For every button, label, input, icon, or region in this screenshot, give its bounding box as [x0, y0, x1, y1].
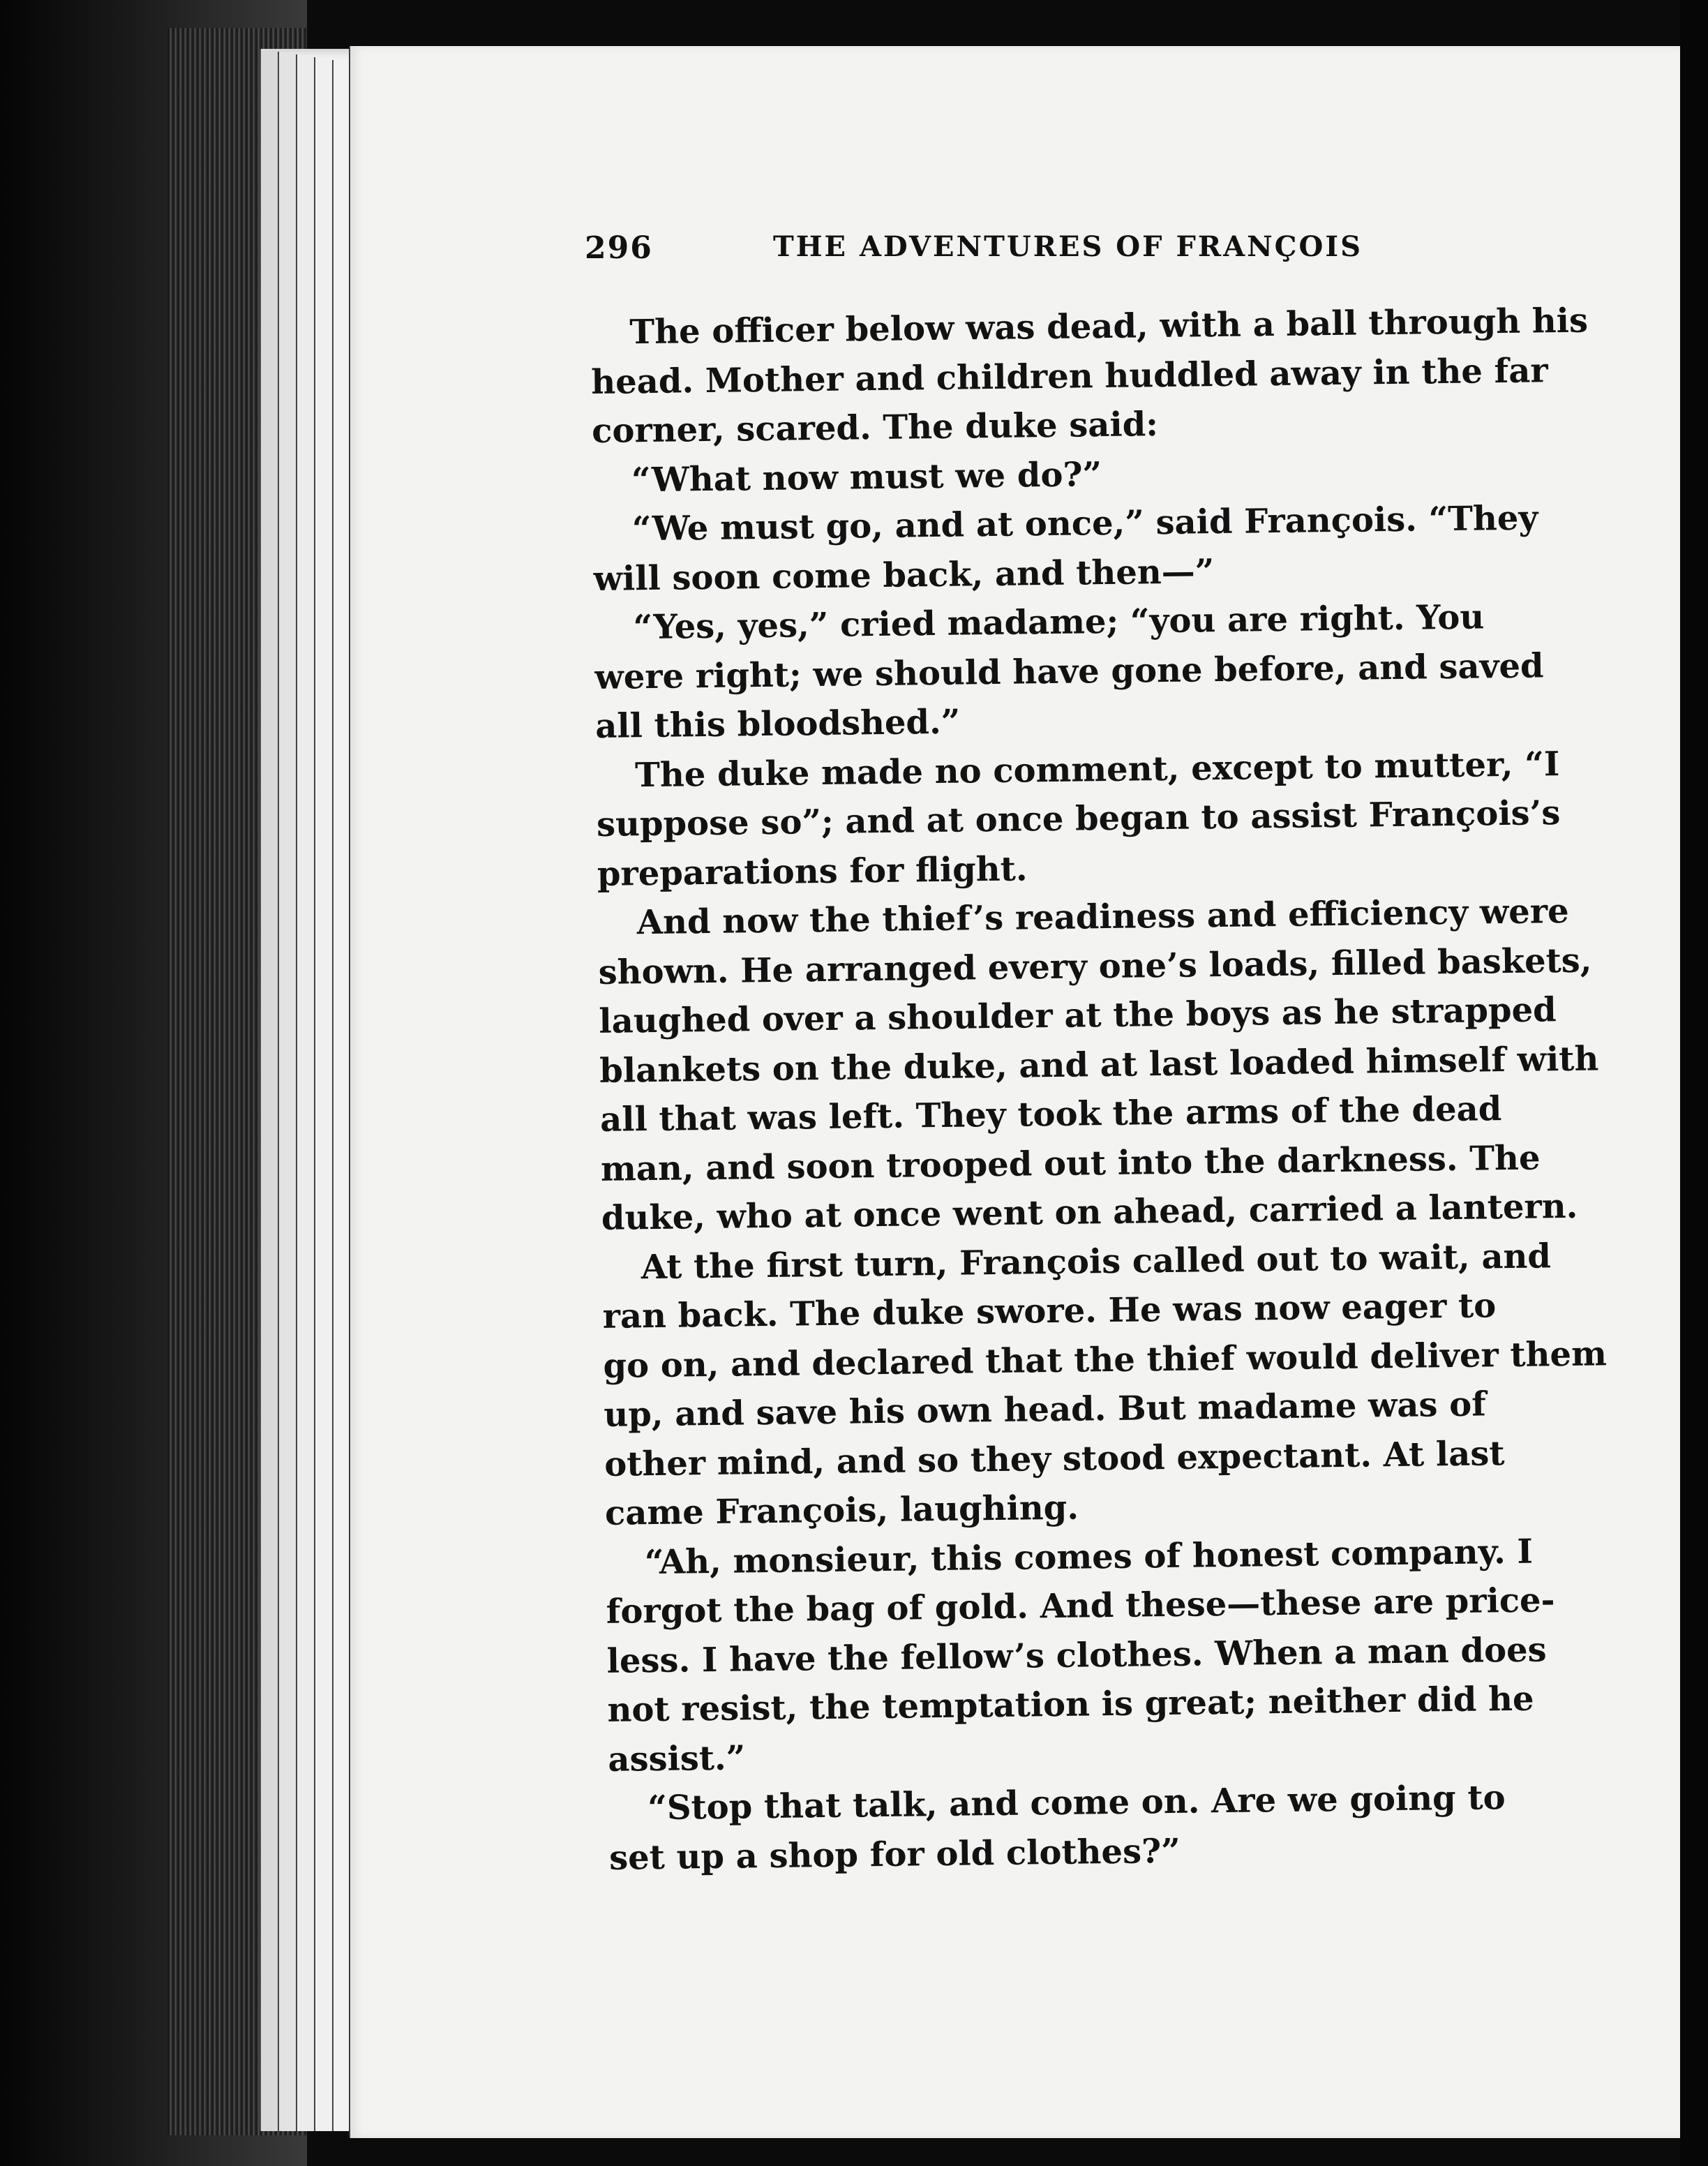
body-text: [590, 297, 1608, 1883]
text-line: less. I have the fellow’s clothes. When a man does: [606, 1629, 1547, 1681]
text-line: head. Mother and children huddled away in the far: [590, 350, 1548, 402]
text-line: preparations for flight.: [597, 849, 1028, 894]
text-line: assist.”: [608, 1738, 746, 1779]
text-line: man, and soon trooped out into the darkness. The: [600, 1137, 1541, 1189]
text-line: “Stop that talk, and come on. Are we going to: [647, 1778, 1506, 1828]
text-line: And now the thief’s readiness and efficiency were: [636, 891, 1569, 943]
text-line: not resist, the temptation is great; neither did he: [607, 1679, 1534, 1730]
running-header: [585, 230, 1401, 286]
text-line: other mind, and so they stood expectant. At last: [604, 1433, 1505, 1484]
text-line: all this bloodshed.”: [594, 702, 961, 746]
running-title: THE ADVENTURES OF FRANÇOIS: [773, 230, 1363, 263]
paragraph: [590, 297, 1589, 456]
text-line: At the first turn, François called out to wait, and: [640, 1236, 1552, 1287]
paragraph: [594, 592, 1565, 751]
text-line: blankets on the duke, and at last loaded himself with: [599, 1038, 1599, 1091]
text-line: “Yes, yes,” cried madame; “you are right. You: [633, 597, 1485, 648]
text-line: will soon come back, and then—”: [593, 551, 1215, 599]
text-line: corner, scared. The duke said:: [591, 405, 1159, 451]
scan-border: [1680, 0, 1708, 2166]
paragraph: [597, 887, 1599, 1243]
text-line: all that was left. They took the arms of the dead: [599, 1089, 1502, 1140]
text-line: were right; we should have gone before, and saved: [594, 645, 1544, 697]
text-line: The duke made no comment, except to mutter, “I: [634, 744, 1560, 795]
text-line: go on, and declared that the thief would deliver them: [603, 1334, 1608, 1386]
text-line: set up a shop for old clothes?”: [608, 1831, 1181, 1878]
paragraph: [608, 1772, 1580, 1883]
text-line: laughed over a shoulder at the boys as he strapped: [599, 990, 1557, 1041]
paragraph: [606, 1526, 1578, 1784]
paragraph: [601, 1231, 1608, 1538]
text-line: duke, who at once went on ahead, carried a lantern.: [601, 1186, 1578, 1238]
text-line: “Ah, monsieur, this comes of honest company. I: [644, 1532, 1534, 1582]
text-line: “We must go, and at once,” said François. “They: [631, 498, 1538, 549]
text-line: came François, laughing.: [604, 1488, 1079, 1533]
paragraph: [596, 739, 1567, 898]
text-line: shown. He arranged every one’s loads, filled baskets,: [598, 941, 1592, 992]
page-number: 296: [585, 230, 653, 266]
paragraph: [592, 493, 1564, 604]
text-line: ran back. The duke swore. He was now eager to: [602, 1286, 1497, 1336]
text-line: forgot the bag of gold. And these—these are price-: [606, 1581, 1555, 1631]
text-line: suppose so”; and at once began to assist François’s: [596, 793, 1561, 844]
text-line: up, and save his own head. But madame was of: [604, 1384, 1487, 1435]
text-line: The officer below was dead, with a ball through his: [629, 301, 1589, 352]
text-line: “What now must we do?”: [631, 454, 1102, 500]
